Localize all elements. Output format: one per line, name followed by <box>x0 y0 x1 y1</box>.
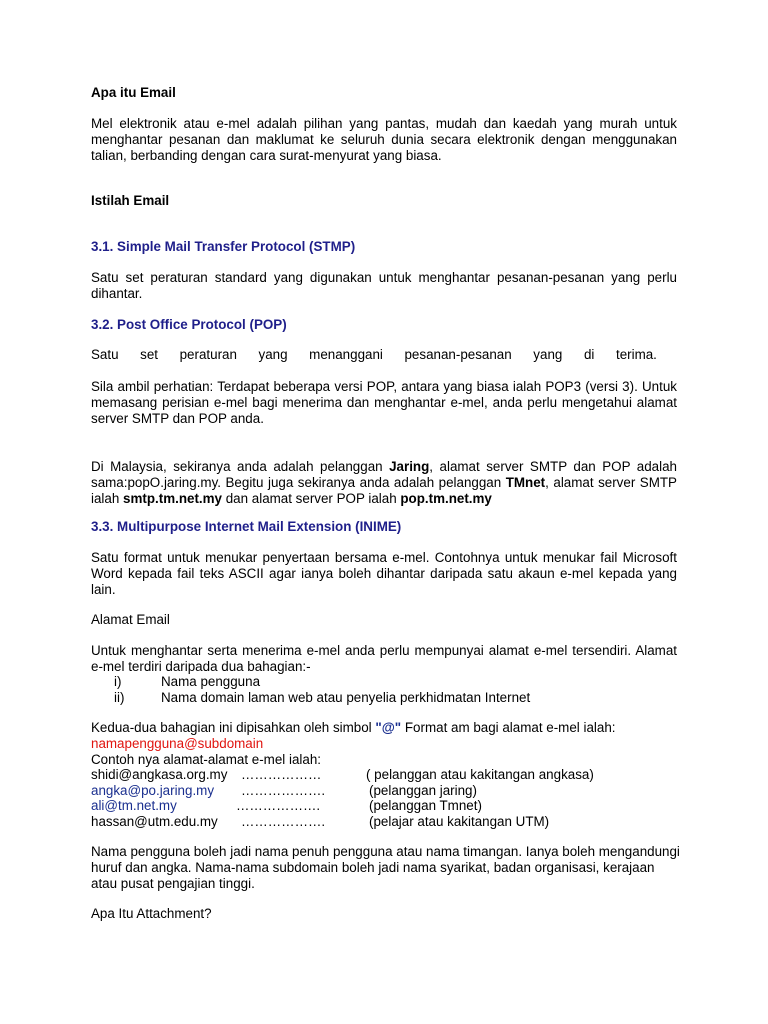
examples-label: Contoh nya alamat-alamat e-mel ialah: <box>91 752 321 767</box>
section-3-2-title: 3.2. Post Office Protocol (POP) <box>91 317 287 332</box>
section-3-2-malaysia: Di Malaysia, sekiranya anda adalah pelanggan Jaring, alamat server SMTP dan POP adalah sama:popO.jaring.my. Begitu juga sekiranya anda adalah pelanggan TMnet, alamat server SMTP ialah smtp.tm.net.my dan alamat server POP ialah pop.tm.net.my <box>91 459 677 506</box>
section-3-2-line: Satu set peraturan yang menanggani pesanan-pesanan yang di terima. <box>91 347 657 362</box>
example-email: hassan@utm.edu.my <box>91 814 218 829</box>
alamat-email-intro: Untuk menghantar serta menerima e-mel anda perlu mempunyai alamat e-mel tersendiri. Alamat e-mel terdiri daripada dua bahagian:- <box>91 643 677 674</box>
example-email: shidi@angkasa.org.my <box>91 767 228 782</box>
heading-apa-itu-email: Apa itu Email <box>91 85 176 100</box>
intro-paragraph: Mel elektronik atau e-mel adalah pilihan yang pantas, mudah dan kaedah yang murah untuk menghantar pesanan dan maklumat ke seluruh dunia secara elektronik dengan menggunakan talian, berbanding dengan cara surat-menyurat yang biasa. <box>91 116 677 163</box>
separator-paragraph: Kedua-dua bahagian ini dipisahkan oleh simbol "@" Format am bagi alamat e-mel ialah: <box>91 720 616 735</box>
section-3-3-body: Satu format untuk menukar penyertaan bersama e-mel. Contohnya untuk menukar fail Microsoft Word kepada fail teks ASCII agar ianya boleh dihantar daripada satu akaun e-mel kepada yang lain. <box>91 550 677 597</box>
example-email-link[interactable]: ali@tm.net.my <box>91 798 177 813</box>
attachment-heading: Apa Itu Attachment? <box>91 906 212 921</box>
example-email-link[interactable]: angka@po.jaring.my <box>91 783 215 798</box>
list-item: ii) Nama domain laman web atau penyelia perkhidmatan Internet <box>114 690 531 705</box>
alamat-email-title: Alamat Email <box>91 612 170 627</box>
list-item: i) Nama pengguna <box>114 674 261 689</box>
email-format: namapengguna@subdomain <box>91 736 264 751</box>
section-3-3-title: 3.3. Multipurpose Internet Mail Extension (INIME) <box>91 519 402 534</box>
username-paragraph: Nama pengguna boleh jadi nama penuh pengguna atau nama timangan. Ianya boleh mengandungi huruf dan angka. Nama-nama subdomain boleh jadi nama syarikat, badan organisasi, kerajaan atau pusat pengajian tinggi. <box>91 844 680 891</box>
section-3-1-body: Satu set peraturan standard yang digunakan untuk menghantar pesanan-pesanan yang perlu dihantar. <box>91 270 677 301</box>
section-3-1-title: 3.1. Simple Mail Transfer Protocol (STMP) <box>91 239 356 254</box>
section-3-2-note: Sila ambil perhatian: Terdapat beberapa versi POP, antara yang biasa ialah POP3 (versi 3). Untuk memasang perisian e-mel bagi menerima dan menghantar e-mel, anda perlu mengetahui alamat server SMTP dan POP anda. <box>91 379 677 426</box>
heading-istilah-email: Istilah Email <box>91 193 170 208</box>
